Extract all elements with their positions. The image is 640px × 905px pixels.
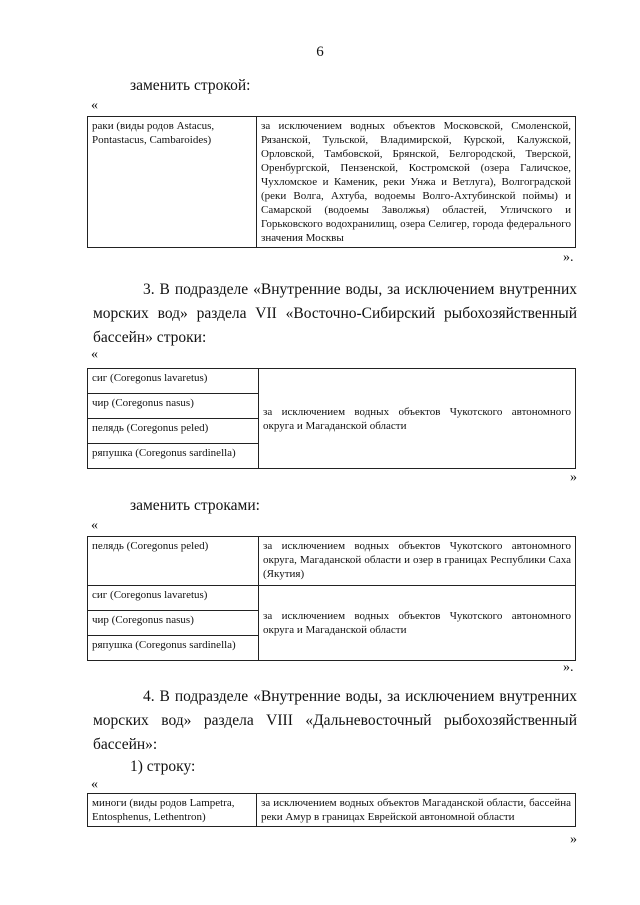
lamprey-table [87,793,576,827]
species-cell: ряпушка (Coregonus sardinella) [88,636,259,661]
open-quote: « [91,777,98,792]
exception-cell: за исключением водных объектов Чукотского автономного округа и Магаданской области [259,586,576,661]
exception-cell: за исключением водных объектов Чукотского автономного округа, Магаданской области и озер в границах Республики Саха (Якутия) [259,537,576,586]
whitefish-table-old [87,368,576,469]
species-cell: раки (виды родов Astacus, Pontastacus, Cambaroides) [88,117,257,248]
open-quote: « [91,518,98,533]
close-quote: ». [563,660,574,675]
sub-item-1: 1) строку: [130,758,196,775]
table-row [88,537,576,586]
exception-cell: за исключением водных объектов Московской, Смоленской, Рязанской, Тульской, Владимирской, Курской, Калужской, Орловской, Тамбовской, Брянской, Белгородской, Тверской, Оренбургской, Пензенской, Костромской (озера Галичское, Чухломское и Каменик, реки Унжа и Ветлуга), Волгоградской (реки Волга, Ахтуба, водоемы Волго-Ахтубинской поймы) и Самарской (водоемы Заволжья) областей, Угличского и Горьковского водохранилищ, озера Селигер, города федерального значения Москвы [257,117,576,248]
table-row [88,586,576,611]
species-cell: миноги (виды родов Lampetra, Entosphenus, Lethentron) [88,794,257,827]
exception-cell: за исключением водных объектов Чукотского автономного округа и Магаданской области [259,369,576,469]
close-quote: ». [563,250,574,265]
table-row [88,794,576,827]
replace-with-lines-intro: заменить строками: [130,497,260,514]
exception-cell: за исключением водных объектов Магаданской области, бассейна реки Амур в границах Еврейской автономной области [257,794,576,827]
item-3-paragraph: 3. В подразделе «Внутренние воды, за исключением внутренних морских вод» раздела VII «Восточно-Сибирский рыбохозяйственный бассейн» строки: [93,281,577,346]
species-cell: чир (Coregonus nasus) [88,611,259,636]
close-quote: » [570,470,577,485]
crayfish-table [87,116,576,248]
species-cell: чир (Coregonus nasus) [88,394,259,419]
species-cell: сиг (Coregonus lavaretus) [88,586,259,611]
replace-with-line-intro: заменить строкой: [130,77,251,94]
page-number: 6 [316,44,324,60]
table-row [88,369,576,394]
close-quote: » [570,832,577,847]
table-row [88,117,576,248]
whitefish-table-new [87,536,576,661]
open-quote: « [91,98,98,113]
item-4-paragraph: 4. В подразделе «Внутренние воды, за исключением внутренних морских вод» раздела VIII «Дальневосточный рыбохозяйственный бассейн»: [93,688,577,753]
species-cell: сиг (Coregonus lavaretus) [88,369,259,394]
species-cell: ряпушка (Coregonus sardinella) [88,444,259,469]
species-cell: пелядь (Coregonus peled) [88,419,259,444]
open-quote: « [91,347,98,362]
species-cell: пелядь (Coregonus peled) [88,537,259,586]
